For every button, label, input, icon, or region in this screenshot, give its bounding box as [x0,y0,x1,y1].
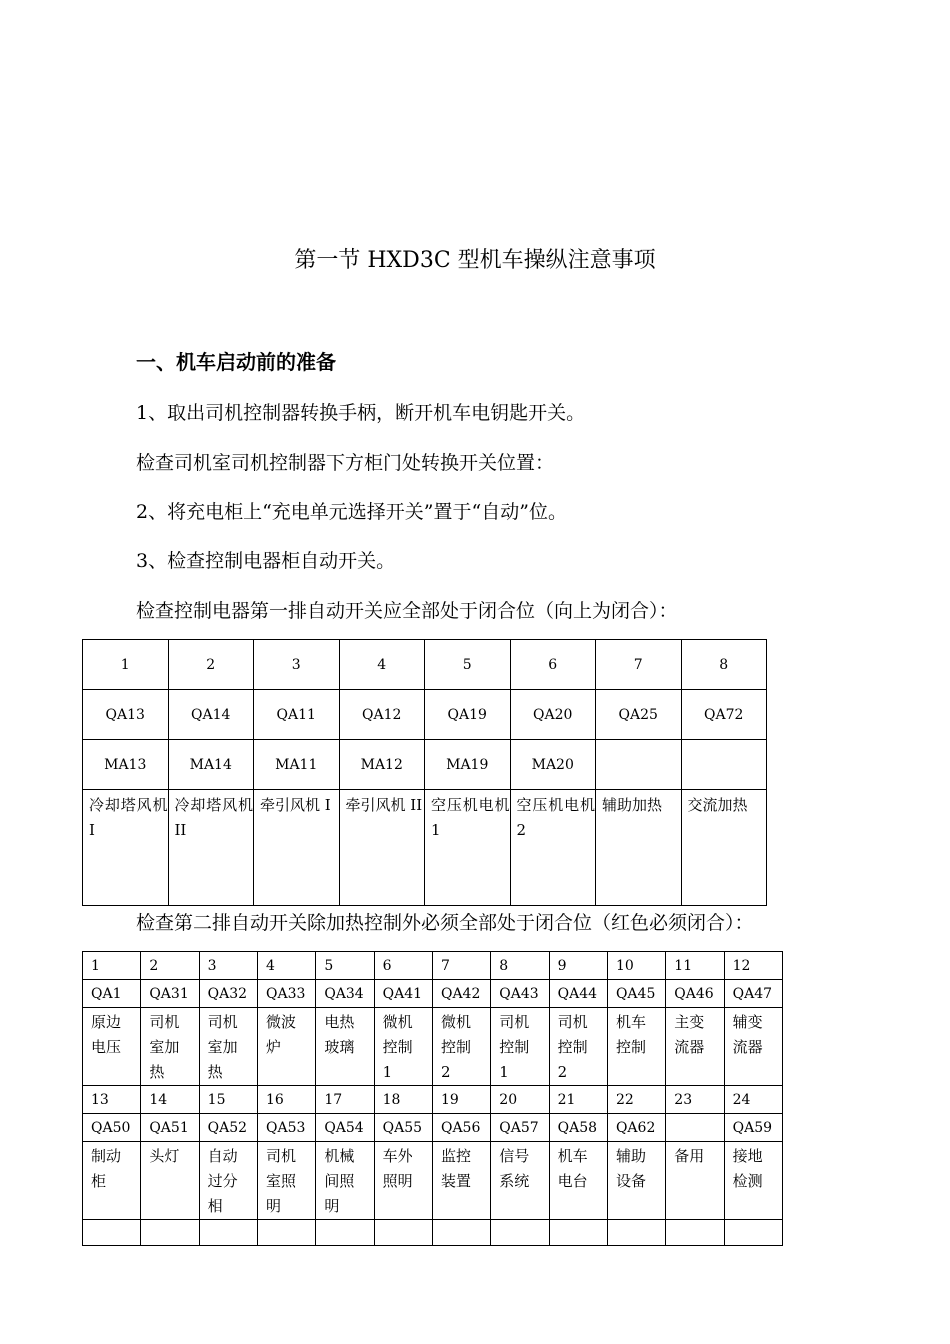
paragraph-second-row-check: 检查第二排自动开关除加热控制外必须全部处于闭合位（红色必须闭合）： [136,912,754,934]
table-cell [257,1220,315,1246]
table-cell [549,1220,607,1246]
table-cell [141,1220,199,1246]
table-cell: 2 [168,640,254,690]
table-cell: MA12 [339,740,425,790]
table-cell [316,1220,374,1246]
table-cell: 6 [510,640,596,690]
table-cell: 机车控制 [607,1008,665,1086]
table-cell: 司机室加热 [141,1008,199,1086]
table-cell: 车外照明 [374,1142,432,1220]
table-cell: 7 [596,640,682,690]
table-cell: 机车电台 [549,1142,607,1220]
paragraph-step-3: 3、检查控制电器柜自动开关。 [136,550,396,572]
table-cell: QA52 [199,1114,257,1142]
table-cell: 18 [374,1086,432,1114]
table-cell: MA14 [168,740,254,790]
table-cell: QA13 [83,690,169,740]
table-cell: 3 [254,640,340,690]
table-cell: 牵引风机 II [339,790,425,906]
table-cell: 17 [316,1086,374,1114]
table-cell: 24 [724,1086,782,1114]
table-cell: 空压机电机 1 [425,790,511,906]
table-cell: QA34 [316,980,374,1008]
table-cell: QA50 [83,1114,141,1142]
second-row-switch-table [82,951,783,1246]
table-cell: 9 [549,952,607,980]
section-heading: 一、机车启动前的准备 [136,350,336,374]
table-cell [724,1220,782,1246]
table-cell: 主变流器 [666,1008,724,1086]
table-cell: 辅变流器 [724,1008,782,1086]
table-cell: 机械间照明 [316,1142,374,1220]
table-cell: 1 [83,640,169,690]
table-cell: 自动过分相 [199,1142,257,1220]
table-cell: 微波炉 [257,1008,315,1086]
table-cell: 牵引风机 I [254,790,340,906]
table-cell: 冷却塔风机 I [83,790,169,906]
table-cell: QA1 [83,980,141,1008]
table-cell [596,740,682,790]
table-cell: QA19 [425,690,511,740]
table-cell: 7 [432,952,490,980]
table-cell: 信号系统 [491,1142,549,1220]
table-cell: QA43 [491,980,549,1008]
table-cell [666,1220,724,1246]
table-cell: QA33 [257,980,315,1008]
table-cell: QA12 [339,690,425,740]
table-cell: 司机控制 2 [549,1008,607,1086]
table-cell: 16 [257,1086,315,1114]
table-cell: 辅助设备 [607,1142,665,1220]
table-cell: 6 [374,952,432,980]
table-cell: QA32 [199,980,257,1008]
table-cell [374,1220,432,1246]
table-cell: QA47 [724,980,782,1008]
table-cell: 司机室照明 [257,1142,315,1220]
table-cell: 原边电压 [83,1008,141,1086]
table-cell: 19 [432,1086,490,1114]
table-cell [666,1114,724,1142]
paragraph-step-1: 1、取出司机控制器转换手柄，断开机车电钥匙开关。 [136,402,586,424]
table-cell: 8 [491,952,549,980]
table-cell: QA41 [374,980,432,1008]
table-cell: 微机控制 1 [374,1008,432,1086]
page-title: 第一节 HXD3C 型机车操纵注意事项 [294,248,656,273]
paragraph-step-2: 2、将充电柜上“充电单元选择开关”置于“自动”位。 [136,501,567,523]
table-cell: 监控装置 [432,1142,490,1220]
table-cell: 微机控制 2 [432,1008,490,1086]
table-cell: 11 [666,952,724,980]
paragraph-first-row-check: 检查控制电器第一排自动开关应全部处于闭合位（向上为闭合）： [136,600,678,622]
table-cell [491,1220,549,1246]
table-cell: MA19 [425,740,511,790]
table-cell: 12 [724,952,782,980]
table-cell: 冷却塔风机 II [168,790,254,906]
table-cell: 空压机电机 2 [510,790,596,906]
table-cell: QA44 [549,980,607,1008]
table-cell: QA54 [316,1114,374,1142]
table-cell: 2 [141,952,199,980]
table-cell: 司机控制 1 [491,1008,549,1086]
table-cell: QA57 [491,1114,549,1142]
table-cell: 备用 [666,1142,724,1220]
table-cell: QA56 [432,1114,490,1142]
table-cell: 20 [491,1086,549,1114]
table-cell: MA11 [254,740,340,790]
table-cell: MA20 [510,740,596,790]
table-cell: 14 [141,1086,199,1114]
table-cell: QA42 [432,980,490,1008]
table-cell: QA55 [374,1114,432,1142]
table-cell: 5 [425,640,511,690]
table-cell: QA51 [141,1114,199,1142]
table-cell: 头灯 [141,1142,199,1220]
table-cell: 1 [83,952,141,980]
table-cell [83,1220,141,1246]
table-cell: 10 [607,952,665,980]
table-cell: 4 [257,952,315,980]
paragraph-check-switch: 检查司机室司机控制器下方柜门处转换开关位置： [136,452,555,474]
table-cell: QA72 [681,690,767,740]
table-cell: 8 [681,640,767,690]
table-cell: MA13 [83,740,169,790]
table-cell: 交流加热 [681,790,767,906]
table-cell [432,1220,490,1246]
table-cell: 电热玻璃 [316,1008,374,1086]
table-cell: QA62 [607,1114,665,1142]
table-cell: 司机室加热 [199,1008,257,1086]
table-cell: 接地检测 [724,1142,782,1220]
table-cell: QA31 [141,980,199,1008]
table-cell [199,1220,257,1246]
table-cell: QA53 [257,1114,315,1142]
table-cell: 13 [83,1086,141,1114]
table-cell: 21 [549,1086,607,1114]
table-cell: 制动柜 [83,1142,141,1220]
table-cell: QA46 [666,980,724,1008]
first-row-switch-table [82,639,767,906]
table-cell: QA25 [596,690,682,740]
table-cell: QA11 [254,690,340,740]
table-cell: 15 [199,1086,257,1114]
table-cell: QA14 [168,690,254,740]
table-cell: 23 [666,1086,724,1114]
table-cell: QA45 [607,980,665,1008]
table-cell [681,740,767,790]
table-cell [607,1220,665,1246]
table-cell: 辅助加热 [596,790,682,906]
table-cell: QA59 [724,1114,782,1142]
table-cell: QA58 [549,1114,607,1142]
table-cell: 3 [199,952,257,980]
table-cell: QA20 [510,690,596,740]
table-cell: 22 [607,1086,665,1114]
table-cell: 4 [339,640,425,690]
table-cell: 5 [316,952,374,980]
